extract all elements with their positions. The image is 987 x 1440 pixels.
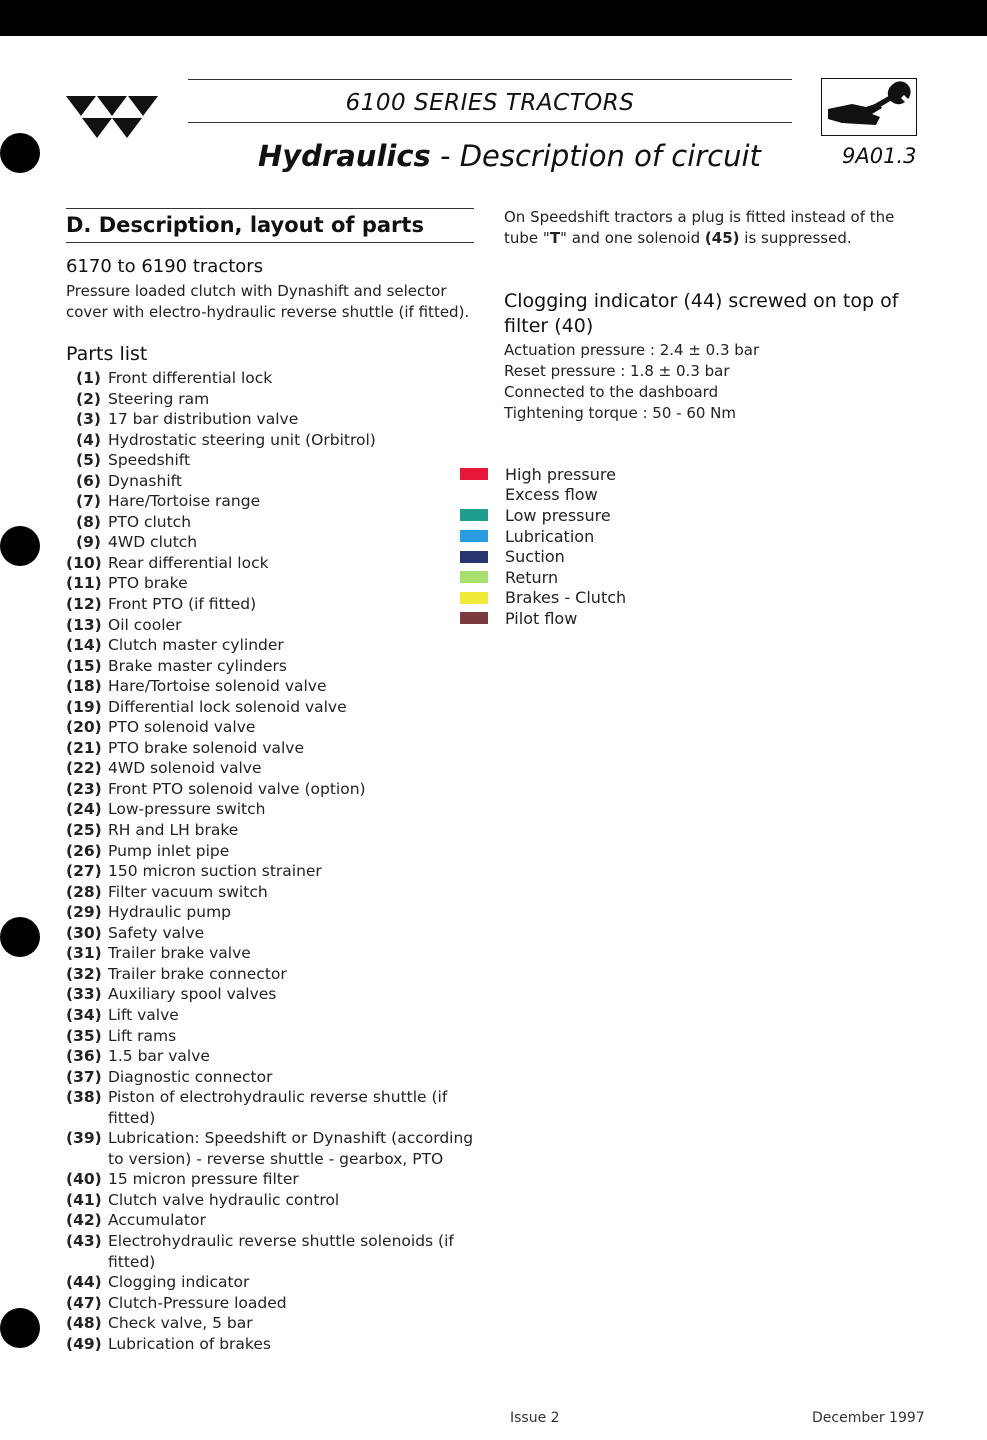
section-subheading: 6170 to 6190 tractors xyxy=(66,256,264,277)
part-label: Clogging indicator xyxy=(108,1273,250,1292)
note-text-1: On Speedshift tractors a plug is fitted instead of the tube " xyxy=(504,208,895,247)
list-item xyxy=(66,1334,486,1355)
part-label: Lubrication: Speedshift or Dynashift (according to version) - reverse shuttle - gearbox, PTO xyxy=(108,1129,474,1168)
part-label: Hydraulic pump xyxy=(108,903,232,922)
footer-date: December 1997 xyxy=(812,1410,925,1426)
part-number: (4) xyxy=(76,430,101,449)
part-label: PTO clutch xyxy=(108,512,192,531)
list-item xyxy=(66,553,486,574)
legend-swatch xyxy=(460,489,488,501)
part-number: (11) xyxy=(66,574,102,593)
list-item xyxy=(66,1190,486,1211)
part-number: (31) xyxy=(66,944,102,963)
list-item xyxy=(66,841,486,862)
list-item xyxy=(66,491,486,512)
part-label: 1.5 bar valve xyxy=(108,1047,210,1066)
list-item xyxy=(66,882,486,903)
section-rule-bottom xyxy=(66,242,474,243)
toolbox-frame xyxy=(821,78,917,136)
legend-item xyxy=(460,608,626,629)
list-item xyxy=(66,984,486,1005)
punch-hole-2 xyxy=(0,526,40,566)
part-number: (27) xyxy=(66,862,102,881)
part-label: Front PTO solenoid valve (option) xyxy=(108,779,366,798)
legend-label: Brakes - Clutch xyxy=(505,588,627,608)
list-item xyxy=(66,902,486,923)
part-label: Lubrication of brakes xyxy=(108,1334,271,1353)
list-item xyxy=(66,532,486,553)
part-label: 15 micron pressure filter xyxy=(108,1170,299,1189)
list-item xyxy=(66,389,486,410)
part-number: (7) xyxy=(76,492,101,511)
clogging-specs xyxy=(504,340,759,424)
part-number: (37) xyxy=(66,1067,102,1086)
list-item xyxy=(66,1293,486,1314)
list-item xyxy=(66,594,486,615)
legend-swatch xyxy=(460,612,488,624)
legend-item xyxy=(460,546,626,567)
list-item xyxy=(66,471,486,492)
list-item xyxy=(66,1210,486,1231)
legend-label: Excess flow xyxy=(505,485,598,505)
list-item xyxy=(66,676,486,697)
part-number: (32) xyxy=(66,964,102,983)
list-item xyxy=(66,430,486,451)
note-bold-45: (45) xyxy=(704,229,740,247)
speedshift-note xyxy=(504,207,918,249)
legend-item xyxy=(460,526,626,547)
part-label: Oil cooler xyxy=(108,615,182,634)
part-label: Trailer brake connector xyxy=(108,964,287,983)
part-label: PTO brake solenoid valve xyxy=(108,738,305,757)
list-item xyxy=(66,1046,486,1067)
list-item xyxy=(66,1005,486,1026)
part-number: (35) xyxy=(66,1026,102,1045)
page-title-rest: - Description of circuit xyxy=(430,139,761,173)
list-item xyxy=(66,656,486,677)
list-item xyxy=(66,779,486,800)
legend-item xyxy=(460,588,626,609)
list-item xyxy=(66,1026,486,1047)
legend-item xyxy=(460,485,626,506)
part-label: Front PTO (if fitted) xyxy=(108,595,257,614)
list-item xyxy=(66,717,486,738)
part-label: Safety valve xyxy=(108,923,205,942)
part-number: (18) xyxy=(66,677,102,696)
part-label: Filter vacuum switch xyxy=(108,882,268,901)
part-number: (49) xyxy=(66,1334,102,1353)
list-item xyxy=(66,758,486,779)
spec-line: Actuation pressure : 2.4 ± 0.3 bar xyxy=(504,341,760,359)
part-label: Hare/Tortoise range xyxy=(108,492,261,511)
part-label: Hydrostatic steering unit (Orbitrol) xyxy=(108,430,376,449)
part-label: Hare/Tortoise solenoid valve xyxy=(108,677,327,696)
spec-line: Tightening torque : 50 - 60 Nm xyxy=(504,404,737,422)
legend-swatch xyxy=(460,551,488,563)
part-number: (43) xyxy=(66,1231,102,1250)
section-rule-top xyxy=(66,208,474,209)
part-number: (19) xyxy=(66,697,102,716)
part-label: Pump inlet pipe xyxy=(108,841,230,860)
part-number: (29) xyxy=(66,903,102,922)
part-number: (25) xyxy=(66,821,102,840)
legend-item xyxy=(460,464,626,485)
part-number: (47) xyxy=(66,1293,102,1312)
list-item xyxy=(66,697,486,718)
part-number: (33) xyxy=(66,985,102,1004)
page-title xyxy=(258,139,761,173)
list-item xyxy=(66,368,486,389)
page-title-bold: Hydraulics xyxy=(258,139,431,173)
part-number: (42) xyxy=(66,1211,102,1230)
legend-item xyxy=(460,505,626,526)
part-number: (20) xyxy=(66,718,102,737)
list-item xyxy=(66,1128,486,1169)
list-item xyxy=(66,1169,486,1190)
part-number: (41) xyxy=(66,1190,102,1209)
part-label: Dynashift xyxy=(108,471,182,490)
footer-issue: Issue 2 xyxy=(510,1410,560,1426)
legend-swatch xyxy=(460,530,488,542)
list-item xyxy=(66,573,486,594)
part-label: Lift rams xyxy=(108,1026,177,1045)
part-label: 150 micron suction strainer xyxy=(108,862,322,881)
part-label: PTO solenoid valve xyxy=(108,718,256,737)
part-number: (12) xyxy=(66,595,102,614)
part-number: (24) xyxy=(66,800,102,819)
part-number: (36) xyxy=(66,1047,102,1066)
legend-label: Suction xyxy=(505,547,565,567)
list-item xyxy=(66,635,486,656)
part-label: Steering ram xyxy=(108,389,210,408)
top-black-band xyxy=(0,0,987,36)
part-number: (40) xyxy=(66,1170,102,1189)
legend-label: Return xyxy=(505,567,559,587)
part-number: (6) xyxy=(76,471,101,490)
legend-label: Lubrication xyxy=(505,526,595,546)
part-label: Electrohydraulic reverse shuttle solenoids (if fitted) xyxy=(108,1231,454,1271)
part-label: Differential lock solenoid valve xyxy=(108,697,347,716)
list-item xyxy=(66,512,486,533)
color-legend xyxy=(460,464,626,629)
part-number: (5) xyxy=(76,451,101,470)
wrench-hand-icon xyxy=(822,79,915,134)
legend-swatch xyxy=(460,571,488,583)
list-item xyxy=(66,861,486,882)
list-item xyxy=(66,409,486,430)
legend-swatch xyxy=(460,509,488,521)
part-number: (8) xyxy=(76,512,101,531)
document-code: 9A01.3 xyxy=(842,144,917,168)
note-text-2: " and one solenoid xyxy=(560,229,705,247)
part-label: Accumulator xyxy=(108,1211,206,1230)
spec-line: Connected to the dashboard xyxy=(504,383,719,401)
part-number: (3) xyxy=(76,410,101,429)
part-number: (1) xyxy=(76,369,101,387)
legend-item xyxy=(460,567,626,588)
legend-swatch xyxy=(460,592,488,604)
part-number: (28) xyxy=(66,882,102,901)
list-item xyxy=(66,615,486,636)
legend-label: High pressure xyxy=(505,464,616,484)
part-label: Front differential lock xyxy=(108,369,273,387)
part-label: Clutch master cylinder xyxy=(108,636,284,655)
part-label: 4WD solenoid valve xyxy=(108,759,262,778)
part-number: (22) xyxy=(66,759,102,778)
part-label: RH and LH brake xyxy=(108,821,239,840)
legend-label: Low pressure xyxy=(505,505,611,525)
list-item xyxy=(66,450,486,471)
part-number: (9) xyxy=(76,533,101,552)
note-text-3: is suppressed. xyxy=(739,229,852,247)
part-number: (10) xyxy=(66,553,102,572)
part-label: Piston of electrohydraulic reverse shuttle (if fitted) xyxy=(108,1088,448,1127)
list-item xyxy=(66,1067,486,1088)
part-number: (14) xyxy=(66,636,102,655)
list-item xyxy=(66,1272,486,1293)
part-number: (34) xyxy=(66,1005,102,1024)
legend-swatch xyxy=(460,468,488,480)
part-number: (48) xyxy=(66,1314,102,1333)
list-item xyxy=(66,1231,486,1272)
part-label: PTO brake xyxy=(108,574,188,593)
list-item xyxy=(66,1313,486,1334)
punch-hole-4 xyxy=(0,1308,40,1348)
part-number: (30) xyxy=(66,923,102,942)
part-number: (44) xyxy=(66,1273,102,1292)
part-label: Trailer brake valve xyxy=(108,944,251,963)
list-item xyxy=(66,1087,486,1128)
punch-hole-3 xyxy=(0,917,40,957)
list-item xyxy=(66,964,486,985)
list-item xyxy=(66,799,486,820)
part-number: (23) xyxy=(66,779,102,798)
legend-label: Pilot flow xyxy=(505,608,578,628)
series-title: 6100 SERIES TRACTORS xyxy=(345,90,635,116)
part-number: (15) xyxy=(66,656,102,675)
part-number: (38) xyxy=(66,1088,102,1107)
parts-list-title: Parts list xyxy=(66,343,148,365)
part-label: 17 bar distribution valve xyxy=(108,410,299,429)
note-bold-t: T xyxy=(549,229,561,247)
part-label: Clutch valve hydraulic control xyxy=(108,1190,340,1209)
section-heading: D. Description, layout of parts xyxy=(66,213,424,237)
part-label: Low-pressure switch xyxy=(108,800,266,819)
list-item xyxy=(66,923,486,944)
header-rule-top xyxy=(188,79,792,80)
part-label: Speedshift xyxy=(108,451,191,470)
brand-logo-icon xyxy=(66,96,158,138)
part-label: Rear differential lock xyxy=(108,553,269,572)
part-number: (2) xyxy=(76,389,101,408)
header-rule-bottom xyxy=(188,122,792,123)
part-number: (39) xyxy=(66,1129,102,1148)
list-item xyxy=(66,738,486,759)
spec-line: Reset pressure : 1.8 ± 0.3 bar xyxy=(504,362,730,380)
part-label: Check valve, 5 bar xyxy=(108,1314,253,1333)
list-item xyxy=(66,943,486,964)
punch-hole-1 xyxy=(0,133,40,173)
part-number: (21) xyxy=(66,738,102,757)
part-label: Diagnostic connector xyxy=(108,1067,273,1086)
part-label: Auxiliary spool valves xyxy=(108,985,277,1004)
clogging-title: Clogging indicator (44) screwed on top of filter (40) xyxy=(504,290,899,337)
parts-list xyxy=(66,368,486,1354)
part-label: Clutch-Pressure loaded xyxy=(108,1293,287,1312)
section-intro: Pressure loaded clutch with Dynashift and selector cover with electro-hydraulic reverse shuttle (if fitted). xyxy=(66,282,470,321)
part-label: 4WD clutch xyxy=(108,533,198,552)
part-number: (13) xyxy=(66,615,102,634)
part-label: Brake master cylinders xyxy=(108,656,287,675)
part-label: Lift valve xyxy=(108,1005,179,1024)
part-number: (26) xyxy=(66,841,102,860)
list-item xyxy=(66,820,486,841)
